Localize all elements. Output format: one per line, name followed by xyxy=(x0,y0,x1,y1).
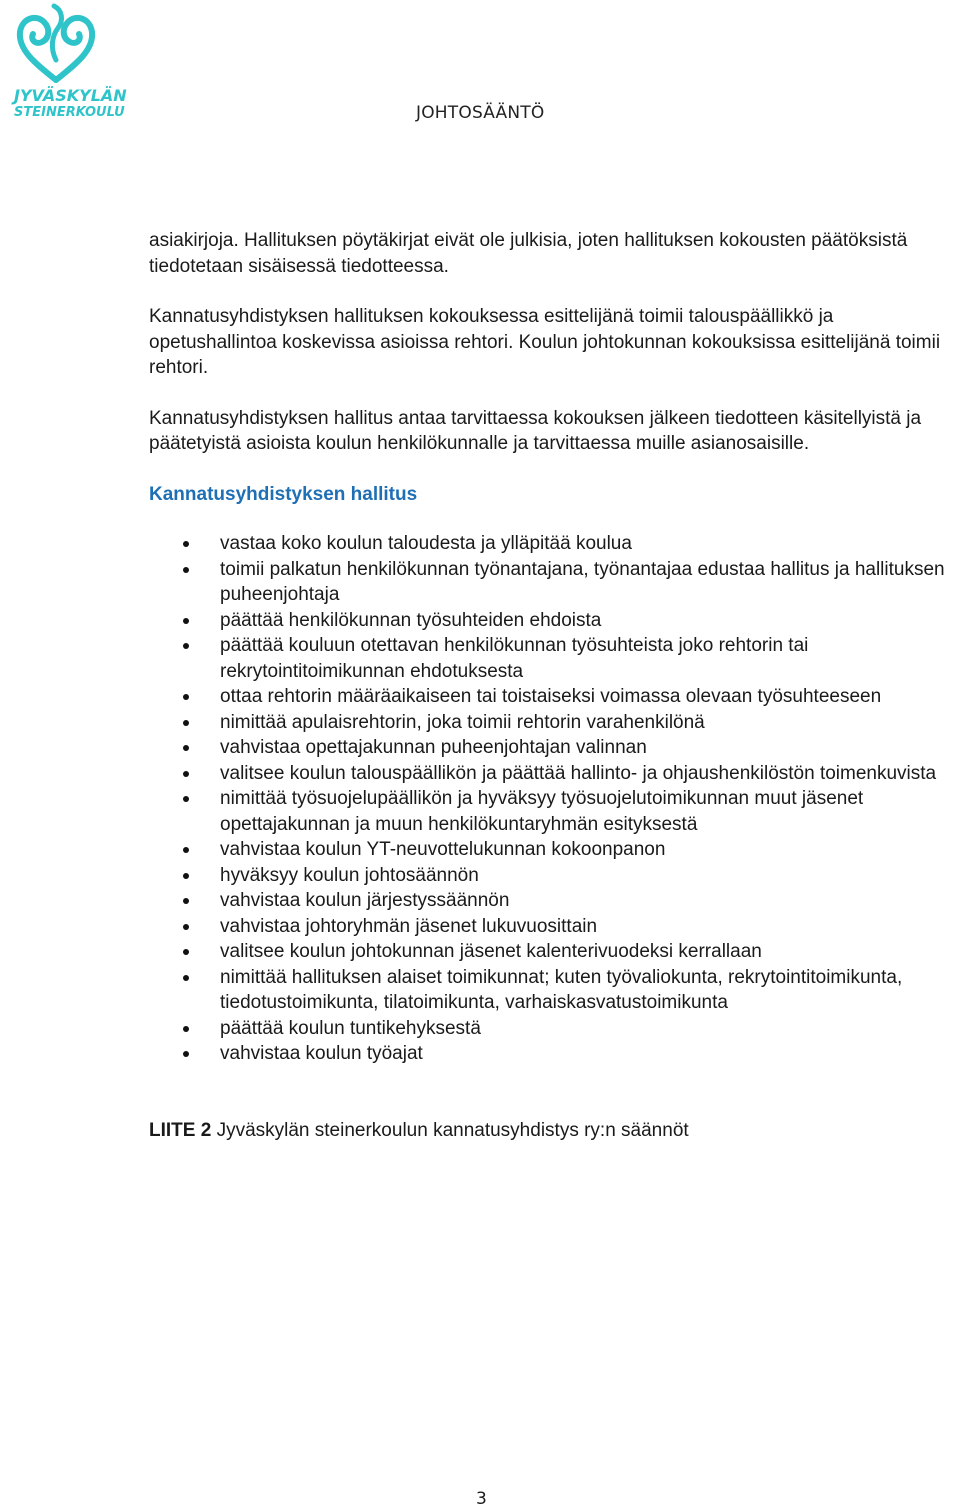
duties-list xyxy=(149,531,949,1067)
list-item-text: hyväksyy koulun johtosäännön xyxy=(220,864,479,886)
list-item xyxy=(149,761,949,787)
list-item xyxy=(149,735,949,761)
bullet-icon xyxy=(183,847,189,853)
list-item xyxy=(149,786,949,837)
appendix-label: LIITE 2 xyxy=(149,1119,212,1141)
list-item-text: vahvistaa koulun työajat xyxy=(220,1043,423,1064)
list-item-text: vahvistaa johtoryhmän jäsenet lukuvuosittain xyxy=(220,915,598,937)
list-item xyxy=(149,888,949,914)
bullet-icon xyxy=(183,796,189,802)
list-item-text: vahvistaa koulun YT-neuvottelukunnan kokoonpanon xyxy=(220,839,666,860)
paragraph: Kannatusyhdistyksen hallitus antaa tarvittaessa kokouksen jälkeen tiedotteen käsitellyistä ja päätetyistä asioista koulun henkilökunnalle ja tarvittaessa muille asianosaisille. xyxy=(149,407,922,454)
list-item xyxy=(149,1041,949,1067)
document-body xyxy=(149,228,949,1143)
list-item-text: nimittää apulaisrehtorin, joka toimii rehtorin varahenkilönä xyxy=(220,711,705,733)
bullet-icon xyxy=(183,975,189,981)
bullet-icon xyxy=(183,694,189,700)
list-item-text: toimii palkatun henkilökunnan työnantajana, työnantajaa edustaa hallitus ja hallituksen puheenjohtaja xyxy=(220,558,945,605)
list-item xyxy=(149,1016,949,1042)
section-heading: Kannatusyhdistyksen hallitus xyxy=(149,483,418,505)
list-item xyxy=(149,684,949,710)
appendix-reference xyxy=(149,1118,949,1144)
list-item-text: vahvistaa koulun järjestyssäännön xyxy=(220,890,510,911)
bullet-icon xyxy=(183,745,189,751)
list-item xyxy=(149,863,949,889)
appendix-text: Jyväskylän steinerkoulun kannatusyhdistys ry:n säännöt xyxy=(211,1119,689,1141)
list-item xyxy=(149,531,949,557)
logo-text-line2: STEINERKOULU xyxy=(14,105,125,120)
list-item-text: nimittää hallituksen alaiset toimikunnat; kuten työvaliokunta, rekrytointitoimikunta, tiedotustoimikunta, tilatoimikunta, varhaiskasvatustoimikunta xyxy=(220,966,903,1013)
list-item-text: vahvistaa opettajakunnan puheenjohtajan valinnan xyxy=(220,737,647,758)
list-item xyxy=(149,633,949,684)
school-logo xyxy=(6,2,127,122)
paragraph: asiakirjoja. Hallituksen pöytäkirjat eivät ole julkisia, joten hallituksen kokousten päätöksistä tiedotetaan sisäisessä tiedotteessa. xyxy=(149,230,908,277)
list-item-text: valitsee koulun johtokunnan jäsenet kalenterivuodeksi kerrallaan xyxy=(220,941,762,962)
bullet-icon xyxy=(183,771,189,777)
list-item xyxy=(149,608,949,634)
document-title: JOHTOSÄÄNTÖ xyxy=(416,103,545,123)
list-item-text: päättää koulun tuntikehyksestä xyxy=(220,1017,481,1039)
list-item xyxy=(149,710,949,736)
bullet-icon xyxy=(183,898,189,904)
bullet-icon xyxy=(183,618,189,624)
paragraph: Kannatusyhdistyksen hallituksen kokouksessa esittelijänä toimii talouspäällikkö ja opetushallintoa koskevissa asioissa rehtori. Koulun johtokunnan kokouksissa esittelijänä toimii rehtori. xyxy=(149,306,941,378)
list-item-text: nimittää työsuojelupäällikön ja hyväksyy työsuojelutoimikunnan muut jäsenet opettajakunnan ja muun henkilökuntaryhmän esityksestä xyxy=(220,788,864,835)
list-item xyxy=(149,557,949,608)
list-item xyxy=(149,914,949,940)
bullet-icon xyxy=(183,949,189,955)
bullet-icon xyxy=(183,924,189,930)
list-item-text: vastaa koko koulun taloudesta ja ylläpitää koulua xyxy=(220,533,632,554)
list-item-text: ottaa rehtorin määräaikaiseen tai toistaiseksi voimassa olevaan työsuhteeseen xyxy=(220,686,882,707)
list-item xyxy=(149,965,949,1016)
list-item-text: päättää henkilökunnan työsuhteiden ehdoista xyxy=(220,609,602,631)
bullet-icon xyxy=(183,1051,189,1057)
page-number: 3 xyxy=(476,1489,487,1509)
logo-text-line1: JYVÄSKYLÄN xyxy=(14,86,127,105)
bullet-icon xyxy=(183,873,189,879)
bullet-icon xyxy=(183,1026,189,1032)
bullet-icon xyxy=(183,541,189,547)
bullet-icon xyxy=(183,567,189,573)
list-item xyxy=(149,939,949,965)
list-item-text: päättää kouluun otettavan henkilökunnan työsuhteista joko rehtorin tai rekrytointitoimikunnan ehdotuksesta xyxy=(220,635,809,682)
heart-swirl-logo-icon xyxy=(6,2,106,86)
list-item-text: valitsee koulun talouspäällikön ja päättää hallinto- ja ohjaushenkilöstön toimenkuvista xyxy=(220,762,937,784)
bullet-icon xyxy=(183,720,189,726)
list-item xyxy=(149,837,949,863)
bullet-icon xyxy=(183,643,189,649)
